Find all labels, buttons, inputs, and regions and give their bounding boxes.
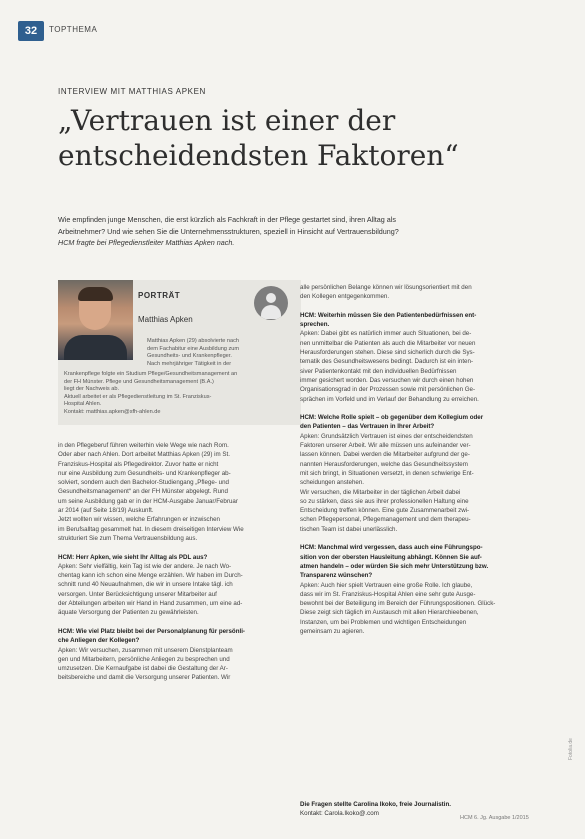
text-line	[58, 543, 300, 552]
portrait-heading: PORTRÄT	[138, 291, 181, 300]
portrait-bio-bottom	[64, 371, 298, 417]
text-line: Faktoren unserer Arbeit. Wir alle müssen uns aufeinander ver-	[300, 442, 471, 450]
text-line: äquate Versorgung der Patienten zu gewährleisten.	[58, 609, 199, 617]
text-line: HCM: Wie viel Platz bleibt bei der Personalplanung für persönli-	[58, 627, 245, 635]
bio-line: der FH Münster. Pflege und Gesundheitsmanagement (B.A.)	[64, 378, 214, 385]
page-footer: HCM 6. Jg. Ausgabe 1/2015	[460, 815, 529, 821]
text-line: sprechen.	[300, 321, 330, 329]
bio-line: Hospital Ahlen.	[64, 401, 102, 408]
signature	[300, 800, 451, 819]
bio-line: Krankenpflege folgte ein Studium Pflege/Gesundheitsmanagement an	[64, 371, 238, 377]
text-line: solviert, sondern auch den Bachelor-Studiengang „Pflege- und	[58, 479, 229, 487]
text-line: Entscheidung treffen können. Eine gute Zusammenarbeit zwi-	[300, 507, 470, 515]
section-label: TOPTHEMA	[49, 25, 98, 34]
lead-line: Wie empfinden junge Menschen, die erst kürzlich als Fachkraft in der Pflege gestartet sind, ihren Alltag als	[58, 215, 396, 224]
text-line: schnitt rund 40 Neuaufnahmen, die wir in unsere Intake tägl. ich	[58, 581, 233, 589]
text-line: siver Patientenkontakt mit den individuellen Bedürfnissen	[300, 367, 457, 375]
text-line: lassen können. Dabei werden die Mitarbeiter aufgrund der ge-	[300, 451, 470, 459]
text-line: den Kollegen entgegenkommen.	[300, 293, 390, 301]
bio-line: dem Fachabitur eine Ausbildung zum	[147, 345, 240, 352]
text-line: nannten Herausforderungen, welche das Gesundheitssystem	[300, 460, 468, 468]
text-line: Gesundheitsmanagement“ an der FH Münster abgelegt. Rund	[58, 488, 228, 496]
text-line: immer gesichert worden. Das versuchen wir durch einen hohen	[300, 376, 474, 384]
text-line: alle persönlichen Belange können wir lösungsorientiert mit den	[300, 284, 472, 291]
text-line: mit sich bringt, in Situationen versetzt, in denen schwierige Ent-	[300, 469, 474, 477]
text-line: HCM: Welche Rolle spielt – ob gegenüber dem Kollegium oder	[300, 414, 484, 422]
text-line	[300, 534, 550, 543]
text-line: Apken: Auch hier spielt Vertrauen eine große Rolle. Ich glaube,	[300, 581, 473, 589]
text-line: bewohnt bei der Beteiligung im Bereich der Führungspositionen. Glück-	[300, 600, 496, 608]
article-lead	[58, 214, 558, 249]
article-kicker: INTERVIEW MIT MATTHIAS APKEN	[58, 87, 206, 96]
text-line: schen Pflegepersonal, Pflegemanagement und dem therapeu-	[300, 516, 471, 524]
text-line: Oder aber nach Ahlen. Dort arbeitet Matthias Apken (29) im St.	[58, 451, 230, 459]
text-line: HCM: Manchmal wird vergessen, dass auch eine Führungspo-	[300, 544, 483, 552]
text-line: nen unmittelbar die Patienten als auch die Mitarbeiter vor neuen	[300, 339, 476, 347]
right-column	[300, 283, 550, 636]
text-line: Organisationsgrad in der Prozessen sowie mit persönlichen Ge-	[300, 386, 476, 394]
text-line: Instanzen, um bei Problemen und wichtigen Entscheidungen	[300, 618, 467, 626]
article-title: „Vertrauen ist einer der entscheidendsten Faktoren“	[58, 104, 459, 172]
text-line: Diese zeigt sich täglich im Austausch mit allen Hierarchieebenen,	[300, 609, 479, 617]
text-line: sprächen im Vorfeld und im Verlauf der Behandlung zu erreichen.	[300, 395, 479, 403]
text-line: der Abteilungen arbeiten wir Hand in Hand zusammen, um eine ad-	[58, 600, 243, 608]
text-line: umzusetzen. Die Kernaufgabe ist dabei die Gestaltung der Ar-	[58, 665, 228, 673]
text-line: HCM: Weiterhin müssen Sie den Patientenbedürfnissen ent-	[300, 311, 477, 319]
left-column	[58, 441, 300, 683]
text-line: Apken: Wir versuchen, zusammen mit unserem Dienstplanteam	[58, 646, 233, 654]
text-line: Wir versuchen, die Mitarbeiter in der täglichen Arbeit dabei	[300, 488, 461, 496]
text-line	[300, 302, 550, 311]
text-line: atmen handeln – oder würden Sie sich mehr Unterstützung bzw.	[300, 562, 489, 570]
text-line: tischen Team ist dabei unerlässlich.	[300, 525, 398, 533]
bio-line: Aktuell arbeitet er als Pflegedienstleitung im St. Franziskus-	[64, 393, 212, 400]
text-line: Jetzt wollten wir wissen, welche Erfahrungen er inzwischen	[58, 516, 220, 524]
text-line: Apken: Sehr vielfältig, kein Tag ist wie der andere. Je nach Wo-	[58, 562, 232, 570]
text-line	[58, 618, 300, 627]
text-line: gemeinsam zu agieren.	[300, 627, 365, 635]
text-line: Apken: Dabei gibt es natürlich immer auch Situationen, bei de-	[300, 330, 472, 338]
bio-line: Gesundheits- und Krankenpfleger.	[147, 353, 232, 360]
text-line: Franziskus-Hospital als Pflegedirektor. Zuvor hatte er nicht	[58, 460, 219, 468]
text-line: versorgen. Unter Berücksichtigung unserer Mitarbeiter auf	[58, 590, 217, 598]
bio-line: Kontakt: matthias.apken@sfh-ahlen.de	[64, 408, 161, 415]
text-line: gen und Mitarbeitern, persönliche Anliegen zu besprechen und	[58, 655, 230, 663]
text-line: HCM: Herr Apken, wie sieht Ihr Alltag als PDL aus?	[58, 553, 208, 561]
bio-line: Matthias Apken (29) absolvierte nach	[147, 338, 240, 344]
person-icon	[254, 286, 288, 320]
text-line: so zu stärken, dass sie aus ihrer professionellen Haltung eine	[300, 497, 469, 505]
lead-line: HCM fragte bei Pflegedienstleiter Matthias Apken nach.	[58, 238, 235, 247]
text-line: Herausforderungen stehen. Diese sind sicherlich durch die Sys-	[300, 349, 475, 357]
text-line: strukturiert Sie zum Thema Vertrauensbildung aus.	[58, 534, 198, 542]
text-line: Transparenz wünschen?	[300, 572, 373, 580]
text-line: Apken: Grundsätzlich Vertrauen ist eines der entscheidendsten	[300, 432, 473, 440]
bio-line: liegt der Nachweis ab.	[64, 386, 120, 393]
text-line: sition von der obersten Hausleitung abhängt. Können Sie auf-	[300, 553, 482, 561]
text-line: che Anliegen der Kollegen?	[58, 637, 140, 645]
lead-line: Arbeitnehmer? Und wie sehen Sie die Unternehmensstrukturen, speziell in Hinsicht auf Vertrauensbildung?	[58, 226, 399, 236]
text-line: beitsbereiche und damit die Versorgung unserer Patienten. Wir	[58, 674, 231, 682]
side-credit: Fotolia.de	[568, 738, 574, 760]
text-line: um seine Ausbildung gab er in der HCM-Ausgabe Januar/Februar	[58, 497, 238, 505]
signature-line: Kontakt: Carola.Ikoko@.com	[300, 810, 379, 818]
text-line: dass wir im St. Franziskus-Hospital Ahlen eine sehr gute Ausge-	[300, 590, 476, 598]
text-line: in den Pflegeberuf führen weiterhin viele Wege wie nach Rom.	[58, 442, 229, 449]
portrait-photo	[58, 280, 133, 360]
text-line: ar 2014 (auf Seite 18/19) Auskunft.	[58, 507, 154, 515]
text-line: den Patienten – das Vertrauen in Ihrer Arbeit?	[300, 423, 435, 431]
page-number-badge: 32	[18, 21, 44, 41]
text-line	[300, 404, 550, 413]
text-line: nur eine Ausbildung zum Gesundheits- und Krankenpfleger ab-	[58, 469, 231, 477]
text-line: tematik des Gesundheitswesens bedingt. Dadurch ist ein inten-	[300, 358, 474, 366]
signature-line: Die Fragen stellte Carolina Ikoko, freie Journalistin.	[300, 801, 451, 808]
text-line: im Berufsalltag gesammelt hat. In diesem dreiseitigen Interview Wie	[58, 525, 244, 533]
portrait-bio-top	[147, 338, 297, 368]
text-line: chentag kann ich schon eine Menge erzählen. Wir haben im Durch-	[58, 572, 243, 580]
bio-line: Nach mehrjähriger Tätigkeit in der	[147, 360, 232, 367]
text-line: scheidungen anstehen.	[300, 479, 364, 487]
portrait-name: Matthias Apken	[138, 315, 193, 324]
